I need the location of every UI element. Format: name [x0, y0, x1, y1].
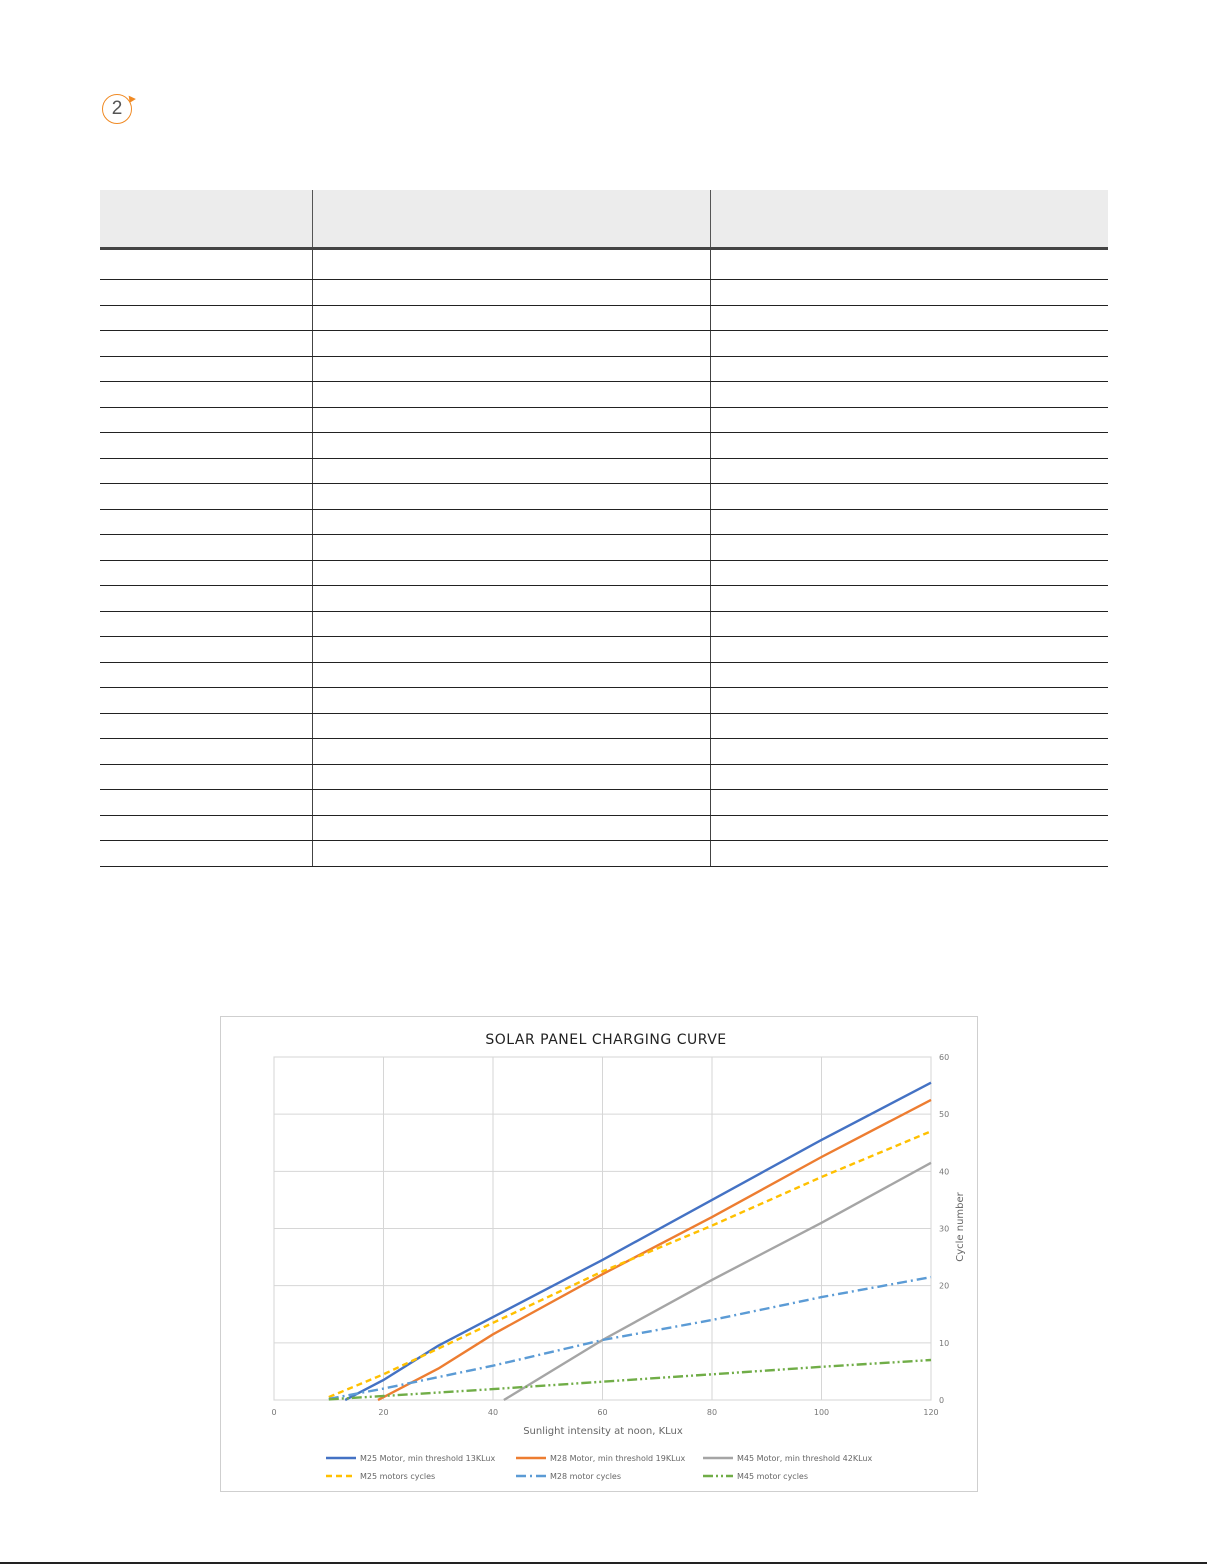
table-cell — [100, 637, 312, 663]
table-cell — [312, 458, 710, 484]
table-cell — [100, 815, 312, 841]
table-cell — [312, 586, 710, 612]
table-cell — [312, 739, 710, 765]
table-header-cell — [710, 190, 1108, 249]
table-header-cell — [312, 190, 710, 249]
table-cell — [100, 331, 312, 357]
table-cell — [710, 407, 1108, 433]
table-cell — [710, 739, 1108, 765]
table-cell — [710, 280, 1108, 306]
table-body — [100, 249, 1108, 867]
table-cell — [100, 305, 312, 331]
table-cell — [312, 560, 710, 586]
table-cell — [100, 713, 312, 739]
table-cell — [710, 249, 1108, 280]
x-tick-label: 20 — [378, 1408, 389, 1417]
refresh-arrow-icon — [126, 96, 136, 105]
x-axis-label: Sunlight intensity at noon, KLux — [523, 1426, 683, 1437]
y-tick-label: 30 — [939, 1224, 950, 1234]
table-row — [100, 764, 1108, 790]
table-cell — [100, 790, 312, 816]
table-cell — [100, 586, 312, 612]
table-cell — [100, 509, 312, 535]
chart-ticks — [271, 1053, 949, 1417]
table-row — [100, 688, 1108, 714]
series-line — [345, 1083, 931, 1400]
table-cell — [100, 249, 312, 280]
table-row — [100, 382, 1108, 408]
table-cell — [100, 382, 312, 408]
legend-label: M28 Motor, min threshold 19KLux — [550, 1454, 686, 1463]
table-row — [100, 637, 1108, 663]
table-cell — [100, 560, 312, 586]
table-cell — [710, 458, 1108, 484]
table-cell — [312, 382, 710, 408]
chart-title: SOLAR PANEL CHARGING CURVE — [485, 1032, 727, 1048]
table-cell — [710, 637, 1108, 663]
table-cell — [710, 331, 1108, 357]
table-cell — [710, 764, 1108, 790]
table-row — [100, 305, 1108, 331]
x-tick-label: 80 — [706, 1408, 718, 1417]
table-cell — [312, 688, 710, 714]
table-cell — [100, 458, 312, 484]
table-cell — [312, 509, 710, 535]
x-tick-label: 40 — [487, 1408, 499, 1417]
legend-label: M45 Motor, min threshold 42KLux — [737, 1454, 873, 1463]
step-number-badge — [102, 94, 132, 124]
table-row — [100, 662, 1108, 688]
table-row — [100, 484, 1108, 510]
x-tick-label: 120 — [923, 1408, 939, 1417]
step-number: 2 — [111, 98, 123, 119]
table-cell — [312, 713, 710, 739]
table-cell — [710, 433, 1108, 459]
table-cell — [100, 662, 312, 688]
table-cell — [100, 764, 312, 790]
table-cell — [710, 713, 1108, 739]
table-cell — [312, 407, 710, 433]
table-cell — [312, 611, 710, 637]
solar-charging-chart — [221, 1017, 977, 1491]
y-tick-label: 60 — [939, 1053, 950, 1062]
table-cell — [710, 356, 1108, 382]
table-header-cell — [100, 190, 312, 249]
table-cell — [710, 560, 1108, 586]
table-row — [100, 739, 1108, 765]
table-row — [100, 790, 1108, 816]
table-cell — [710, 815, 1108, 841]
table-row — [100, 407, 1108, 433]
x-tick-label: 0 — [271, 1408, 277, 1417]
table-cell — [312, 637, 710, 663]
y-tick-label: 50 — [939, 1110, 950, 1120]
chart-series — [329, 1083, 931, 1400]
table-cell — [312, 433, 710, 459]
table-cell — [312, 356, 710, 382]
table-cell — [312, 280, 710, 306]
table-cell — [100, 535, 312, 561]
table-cell — [710, 382, 1108, 408]
table-cell — [100, 611, 312, 637]
table-cell — [100, 280, 312, 306]
table-cell — [312, 331, 710, 357]
table-row — [100, 249, 1108, 280]
table-cell — [312, 535, 710, 561]
y-axis-label: Cycle number — [955, 1192, 966, 1262]
table-row — [100, 509, 1108, 535]
table-row — [100, 458, 1108, 484]
table-cell — [312, 249, 710, 280]
table-cell — [312, 841, 710, 867]
table-row — [100, 815, 1108, 841]
table-cell — [312, 305, 710, 331]
table-cell — [710, 790, 1108, 816]
table-header-row — [100, 190, 1108, 249]
y-tick-label: 10 — [939, 1338, 950, 1348]
table-cell — [710, 841, 1108, 867]
table-cell — [100, 841, 312, 867]
legend-label: M25 motors cycles — [360, 1472, 436, 1481]
table-cell — [100, 356, 312, 382]
legend-label: M28 motor cycles — [550, 1472, 622, 1481]
series-line — [504, 1163, 931, 1400]
table-cell — [312, 815, 710, 841]
table-row — [100, 331, 1108, 357]
table-cell — [312, 662, 710, 688]
y-tick-label: 40 — [939, 1167, 950, 1177]
series-line — [378, 1100, 931, 1400]
page-footer-line — [0, 1562, 1207, 1564]
table-row — [100, 560, 1108, 586]
legend-label: M25 Motor, min threshold 13KLux — [360, 1454, 496, 1463]
x-tick-label: 100 — [813, 1408, 830, 1417]
table-row — [100, 356, 1108, 382]
table-cell — [710, 305, 1108, 331]
table-cell — [100, 688, 312, 714]
y-tick-label: 20 — [939, 1281, 950, 1291]
table-cell — [312, 484, 710, 510]
table-row — [100, 611, 1108, 637]
table-cell — [312, 790, 710, 816]
table-row — [100, 280, 1108, 306]
table-cell — [100, 433, 312, 459]
table-cell — [312, 764, 710, 790]
table-cell — [710, 484, 1108, 510]
table-cell — [710, 611, 1108, 637]
table-cell — [710, 688, 1108, 714]
table-cell — [710, 662, 1108, 688]
table-cell — [100, 739, 312, 765]
table-cell — [710, 509, 1108, 535]
table-cell — [710, 535, 1108, 561]
table-row — [100, 713, 1108, 739]
y-tick-label: 0 — [939, 1396, 945, 1405]
spec-table-container — [100, 190, 1108, 867]
x-tick-label: 60 — [597, 1408, 608, 1417]
chart-legend — [326, 1454, 872, 1481]
spec-table — [100, 190, 1108, 867]
table-row — [100, 433, 1108, 459]
table-cell — [100, 407, 312, 433]
table-row — [100, 586, 1108, 612]
legend-label: M45 motor cycles — [737, 1472, 809, 1481]
table-row — [100, 841, 1108, 867]
chart-grid — [274, 1057, 931, 1400]
chart-frame — [220, 1016, 978, 1492]
table-row — [100, 535, 1108, 561]
table-cell — [100, 484, 312, 510]
table-cell — [710, 586, 1108, 612]
